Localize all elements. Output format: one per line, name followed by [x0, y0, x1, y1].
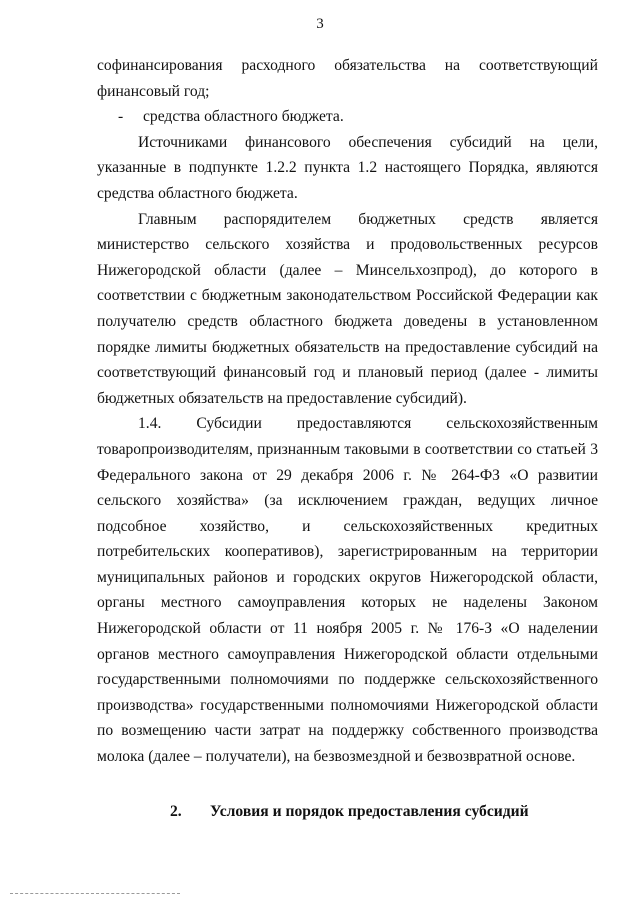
page-number: 3: [316, 16, 324, 32]
list-dash-marker: -: [118, 108, 124, 126]
list-item-regional-budget: [97, 104, 598, 130]
section-title-text: Условия и порядок предоставления субсидий: [210, 803, 529, 820]
paragraph-chief-administrator: Главным распорядителем бюджетных средств является министерство сельского хозяйства и продовольственных ресурсов Нижегородской области (далее – Минсельхозпрод), до которого в соответствии с бюджетным законодательством Российской Федерации как получателю средств областного бюджета доведены в установленном порядке лимиты бюджетных обязательств на предоставление субсидий на соответствующий финансовый год и плановый период (далее - лимиты бюджетных обязательств на предоставление субсидий).: [97, 210, 598, 407]
list-item-text: средства областного бюджета.: [143, 108, 344, 126]
paragraph-cofinancing: софинансирования расходного обязательства на соответствующий финансовый год;: [97, 57, 598, 100]
paragraph-1-4-subsidies: 1.4. Субсидии предоставляются сельскохозяйственным товаропроизводителям, признанным таковыми в соответствии со статьей 3 Федерального закона от 29 декабря 2006 г. № 264-ФЗ «О развитии сельского хозяйства» (за исключением граждан, ведущих личное подсобное хозяйство, и сельскохозяйственных кредитных потребительских кооперативов), зарегистрированным на территории муниципальных районов и городских округов Нижегородской области, органы местного самоуправления которых не наделены Законом Нижегородской области от 11 ноября 2005 г. № 176-З «О наделении органов местного самоуправления Нижегородской области отдельными государственными полномочиями по поддержке сельскохозяйственного производства» государственными полномочиями Нижегородской области по возмещению части затрат на поддержку собственного производства молока (далее – получатели), на безвозмездной и безвозвратной основе.: [97, 415, 598, 766]
section-heading: [170, 800, 529, 824]
paragraph-funding-sources: Источниками финансового обеспечения субсидий на цели, указанные в подпункте 1.2.2 пункта 1.2 настоящего Порядка, являются средства областного бюджета.: [97, 133, 598, 202]
section-number: 2.: [170, 803, 182, 820]
footer-divider: [10, 893, 180, 894]
body-text: [97, 53, 598, 770]
